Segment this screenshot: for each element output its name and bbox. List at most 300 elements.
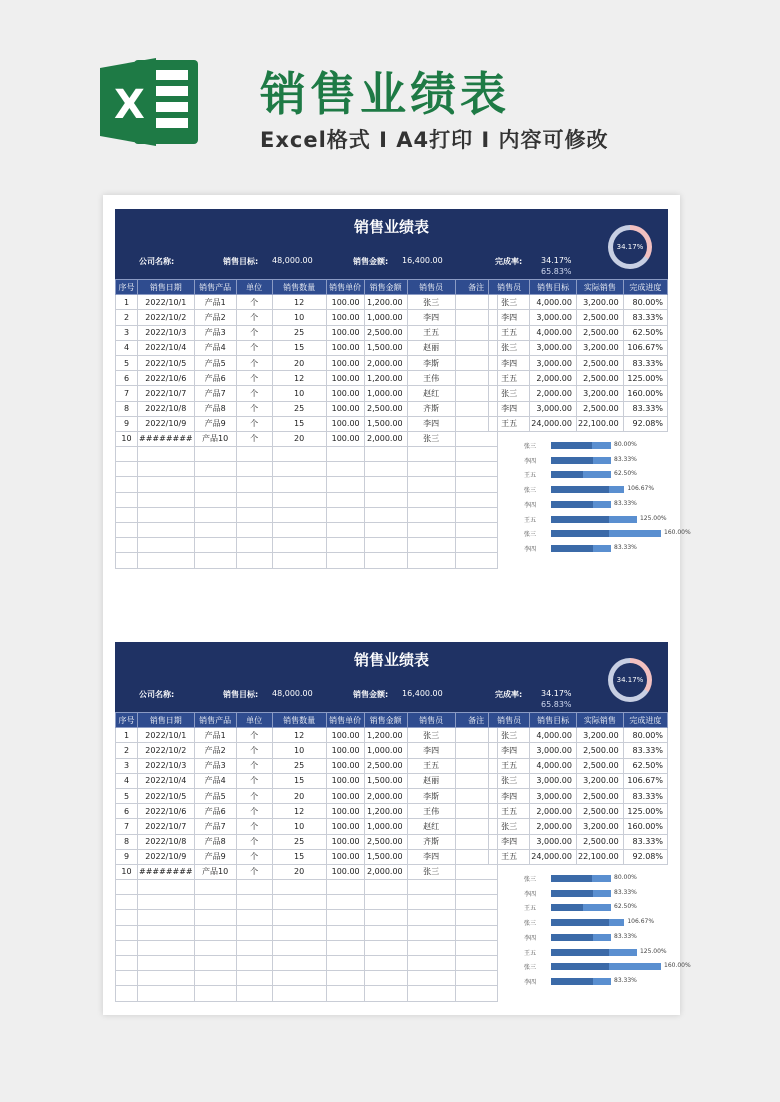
table-cell[interactable]: 4,000.00 xyxy=(530,728,577,743)
empty-cell[interactable] xyxy=(194,492,236,507)
table-cell[interactable]: 15 xyxy=(272,416,326,431)
table-cell[interactable]: 王五 xyxy=(489,325,530,340)
table-cell[interactable]: 王五 xyxy=(489,804,530,819)
empty-cell[interactable] xyxy=(364,523,407,538)
table-cell[interactable]: 3,200.00 xyxy=(576,386,623,401)
table-cell[interactable]: 2,000.00 xyxy=(364,788,407,803)
table-cell[interactable]: 李斯 xyxy=(407,788,455,803)
table-cell[interactable]: 100.00 xyxy=(326,849,364,864)
table-cell[interactable]: 2,000.00 xyxy=(530,371,577,386)
table-cell[interactable]: 产品1 xyxy=(194,728,236,743)
table-cell[interactable]: 王五 xyxy=(407,758,455,773)
table-cell[interactable]: 个 xyxy=(236,849,272,864)
table-cell[interactable]: 100.00 xyxy=(326,819,364,834)
table-cell[interactable]: 1 xyxy=(116,295,138,310)
empty-cell[interactable] xyxy=(326,956,364,971)
empty-cell[interactable] xyxy=(364,956,407,971)
table-cell[interactable]: 个 xyxy=(236,788,272,803)
empty-cell[interactable] xyxy=(236,447,272,462)
empty-cell[interactable] xyxy=(194,986,236,1001)
table-cell[interactable]: 25 xyxy=(272,401,326,416)
table-cell[interactable]: 125.00% xyxy=(623,371,667,386)
table-cell[interactable]: 1,500.00 xyxy=(364,340,407,355)
empty-cell[interactable] xyxy=(194,910,236,925)
empty-cell[interactable] xyxy=(138,523,195,538)
table-cell[interactable]: 2022/10/5 xyxy=(138,788,195,803)
table-cell[interactable]: 2,000.00 xyxy=(530,819,577,834)
table-cell[interactable]: 100.00 xyxy=(326,416,364,431)
table-cell[interactable]: 产品9 xyxy=(194,416,236,431)
table-cell[interactable]: 个 xyxy=(236,386,272,401)
empty-cell[interactable] xyxy=(236,523,272,538)
table-cell[interactable]: 张三 xyxy=(489,340,530,355)
table-cell[interactable]: 个 xyxy=(236,743,272,758)
table-cell[interactable]: 个 xyxy=(236,804,272,819)
table-cell[interactable]: 10 xyxy=(272,310,326,325)
table-cell[interactable]: 张三 xyxy=(407,295,455,310)
table-cell[interactable]: 2022/10/7 xyxy=(138,819,195,834)
table-cell[interactable]: 产品8 xyxy=(194,401,236,416)
table-cell[interactable]: 产品10 xyxy=(194,864,236,879)
empty-cell[interactable] xyxy=(138,971,195,986)
empty-cell[interactable] xyxy=(116,507,138,522)
empty-cell[interactable] xyxy=(272,940,326,955)
table-cell[interactable]: 个 xyxy=(236,864,272,879)
empty-cell[interactable] xyxy=(272,910,326,925)
table-cell[interactable]: 产品2 xyxy=(194,310,236,325)
table-cell[interactable]: 100.00 xyxy=(326,310,364,325)
table-cell[interactable]: 王五 xyxy=(407,325,455,340)
table-cell[interactable] xyxy=(455,864,497,879)
table-cell[interactable]: 4 xyxy=(116,340,138,355)
empty-cell[interactable] xyxy=(194,880,236,895)
empty-cell[interactable] xyxy=(236,553,272,568)
table-cell[interactable]: 1,500.00 xyxy=(364,849,407,864)
table-cell[interactable]: 10 xyxy=(116,431,138,446)
empty-cell[interactable] xyxy=(272,880,326,895)
table-cell[interactable]: 92.08% xyxy=(623,849,667,864)
table-cell[interactable]: 张三 xyxy=(407,431,455,446)
table-cell[interactable]: 25 xyxy=(272,758,326,773)
table-cell[interactable]: 王五 xyxy=(489,416,530,431)
empty-cell[interactable] xyxy=(326,477,364,492)
table-cell[interactable]: 22,100.00 xyxy=(576,849,623,864)
table-cell[interactable]: 8 xyxy=(116,834,138,849)
table-cell[interactable]: 张三 xyxy=(407,864,455,879)
table-cell[interactable]: 22,100.00 xyxy=(576,416,623,431)
empty-cell[interactable] xyxy=(455,910,497,925)
table-cell[interactable]: 个 xyxy=(236,728,272,743)
empty-cell[interactable] xyxy=(116,956,138,971)
empty-cell[interactable] xyxy=(364,492,407,507)
empty-cell[interactable] xyxy=(326,507,364,522)
table-cell[interactable]: 15 xyxy=(272,340,326,355)
table-cell[interactable]: 产品3 xyxy=(194,325,236,340)
empty-cell[interactable] xyxy=(407,553,455,568)
empty-cell[interactable] xyxy=(364,971,407,986)
table-cell[interactable]: 3,000.00 xyxy=(530,834,577,849)
empty-cell[interactable] xyxy=(138,447,195,462)
table-cell[interactable]: 100.00 xyxy=(326,355,364,370)
empty-cell[interactable] xyxy=(138,553,195,568)
table-cell[interactable]: 1,000.00 xyxy=(364,386,407,401)
table-cell[interactable]: 张三 xyxy=(489,386,530,401)
table-cell[interactable]: 2022/10/2 xyxy=(138,310,195,325)
empty-cell[interactable] xyxy=(236,940,272,955)
empty-cell[interactable] xyxy=(194,447,236,462)
table-cell[interactable]: 100.00 xyxy=(326,758,364,773)
table-cell[interactable]: 2022/10/1 xyxy=(138,295,195,310)
table-cell[interactable]: 2,500.00 xyxy=(576,355,623,370)
table-cell[interactable]: 3,200.00 xyxy=(576,340,623,355)
empty-cell[interactable] xyxy=(455,895,497,910)
empty-cell[interactable] xyxy=(407,538,455,553)
empty-cell[interactable] xyxy=(455,553,497,568)
table-cell[interactable]: 160.00% xyxy=(623,819,667,834)
empty-cell[interactable] xyxy=(364,910,407,925)
table-cell[interactable]: 1,500.00 xyxy=(364,773,407,788)
table-cell[interactable]: 李四 xyxy=(489,401,530,416)
table-cell[interactable]: 2022/10/5 xyxy=(138,355,195,370)
empty-cell[interactable] xyxy=(236,986,272,1001)
empty-cell[interactable] xyxy=(364,477,407,492)
empty-cell[interactable] xyxy=(138,910,195,925)
table-cell[interactable]: 1,000.00 xyxy=(364,743,407,758)
empty-cell[interactable] xyxy=(138,538,195,553)
empty-cell[interactable] xyxy=(272,538,326,553)
table-cell[interactable]: 赵红 xyxy=(407,386,455,401)
empty-cell[interactable] xyxy=(236,925,272,940)
table-cell[interactable]: 3,000.00 xyxy=(530,743,577,758)
table-cell[interactable]: 6 xyxy=(116,804,138,819)
table-cell[interactable]: 产品7 xyxy=(194,819,236,834)
table-cell[interactable]: 100.00 xyxy=(326,788,364,803)
empty-cell[interactable] xyxy=(407,523,455,538)
table-cell[interactable]: 个 xyxy=(236,431,272,446)
empty-cell[interactable] xyxy=(116,925,138,940)
empty-cell[interactable] xyxy=(407,462,455,477)
table-cell[interactable]: 产品3 xyxy=(194,758,236,773)
table-cell[interactable]: 83.33% xyxy=(623,834,667,849)
empty-cell[interactable] xyxy=(236,477,272,492)
table-cell[interactable]: 张三 xyxy=(489,728,530,743)
table-cell[interactable]: 83.33% xyxy=(623,310,667,325)
empty-cell[interactable] xyxy=(364,986,407,1001)
table-cell[interactable]: 个 xyxy=(236,325,272,340)
empty-cell[interactable] xyxy=(455,507,497,522)
table-cell[interactable]: 100.00 xyxy=(326,325,364,340)
table-cell[interactable]: 2022/10/9 xyxy=(138,416,195,431)
table-cell[interactable]: 3,000.00 xyxy=(530,355,577,370)
table-cell[interactable]: 100.00 xyxy=(326,834,364,849)
empty-cell[interactable] xyxy=(138,507,195,522)
empty-cell[interactable] xyxy=(326,880,364,895)
table-cell[interactable]: 100.00 xyxy=(326,295,364,310)
table-cell[interactable]: 1 xyxy=(116,728,138,743)
table-cell[interactable]: 产品5 xyxy=(194,355,236,370)
table-cell[interactable]: 1,000.00 xyxy=(364,819,407,834)
empty-cell[interactable] xyxy=(194,925,236,940)
table-cell[interactable]: 3 xyxy=(116,325,138,340)
table-cell[interactable]: 2,500.00 xyxy=(364,758,407,773)
table-cell[interactable]: 2022/10/4 xyxy=(138,773,195,788)
empty-cell[interactable] xyxy=(272,477,326,492)
table-cell[interactable]: 10 xyxy=(272,743,326,758)
table-cell[interactable]: 160.00% xyxy=(623,386,667,401)
empty-cell[interactable] xyxy=(138,895,195,910)
table-cell[interactable]: 2022/10/7 xyxy=(138,386,195,401)
empty-cell[interactable] xyxy=(407,925,455,940)
table-cell[interactable]: 100.00 xyxy=(326,386,364,401)
empty-cell[interactable] xyxy=(194,538,236,553)
table-cell[interactable]: 4 xyxy=(116,773,138,788)
empty-cell[interactable] xyxy=(364,447,407,462)
empty-cell[interactable] xyxy=(116,971,138,986)
table-cell[interactable]: 4,000.00 xyxy=(530,295,577,310)
table-cell[interactable]: 15 xyxy=(272,773,326,788)
empty-cell[interactable] xyxy=(455,523,497,538)
table-cell[interactable]: 产品7 xyxy=(194,386,236,401)
table-cell[interactable]: 3,000.00 xyxy=(530,310,577,325)
empty-cell[interactable] xyxy=(236,910,272,925)
empty-cell[interactable] xyxy=(236,492,272,507)
empty-cell[interactable] xyxy=(116,523,138,538)
table-cell[interactable]: 20 xyxy=(272,355,326,370)
empty-cell[interactable] xyxy=(326,940,364,955)
table-cell[interactable]: 张三 xyxy=(489,773,530,788)
table-cell[interactable]: 张三 xyxy=(489,295,530,310)
table-cell[interactable]: 100.00 xyxy=(326,401,364,416)
table-cell[interactable]: 2022/10/6 xyxy=(138,371,195,386)
table-cell[interactable]: 3,200.00 xyxy=(576,773,623,788)
empty-cell[interactable] xyxy=(194,956,236,971)
table-cell[interactable]: 李四 xyxy=(407,743,455,758)
empty-cell[interactable] xyxy=(407,477,455,492)
empty-cell[interactable] xyxy=(407,447,455,462)
table-cell[interactable]: 100.00 xyxy=(326,728,364,743)
empty-cell[interactable] xyxy=(407,880,455,895)
empty-cell[interactable] xyxy=(116,910,138,925)
empty-cell[interactable] xyxy=(116,553,138,568)
table-cell[interactable]: 个 xyxy=(236,295,272,310)
table-cell[interactable]: 产品9 xyxy=(194,849,236,864)
empty-cell[interactable] xyxy=(272,462,326,477)
table-cell[interactable]: 2,000.00 xyxy=(530,386,577,401)
table-cell[interactable]: 106.67% xyxy=(623,340,667,355)
empty-cell[interactable] xyxy=(326,538,364,553)
empty-cell[interactable] xyxy=(194,507,236,522)
table-cell[interactable]: 25 xyxy=(272,834,326,849)
table-cell[interactable]: 王五 xyxy=(489,371,530,386)
table-cell[interactable]: 2022/10/9 xyxy=(138,849,195,864)
table-cell[interactable]: 100.00 xyxy=(326,804,364,819)
table-cell[interactable]: 产品4 xyxy=(194,773,236,788)
empty-cell[interactable] xyxy=(194,462,236,477)
table-cell[interactable]: 李四 xyxy=(407,849,455,864)
table-cell[interactable]: 1,200.00 xyxy=(364,804,407,819)
table-cell[interactable]: 3,200.00 xyxy=(576,295,623,310)
empty-cell[interactable] xyxy=(326,895,364,910)
empty-cell[interactable] xyxy=(116,462,138,477)
table-cell[interactable]: 20 xyxy=(272,788,326,803)
empty-cell[interactable] xyxy=(236,880,272,895)
table-cell[interactable]: 2,500.00 xyxy=(364,325,407,340)
empty-cell[interactable] xyxy=(455,940,497,955)
table-cell[interactable]: 个 xyxy=(236,355,272,370)
table-cell[interactable]: 25 xyxy=(272,325,326,340)
table-cell[interactable]: 7 xyxy=(116,386,138,401)
empty-cell[interactable] xyxy=(364,925,407,940)
empty-cell[interactable] xyxy=(272,507,326,522)
table-cell[interactable]: 2,000.00 xyxy=(364,864,407,879)
table-cell[interactable]: 8 xyxy=(116,401,138,416)
empty-cell[interactable] xyxy=(455,462,497,477)
empty-cell[interactable] xyxy=(236,507,272,522)
empty-cell[interactable] xyxy=(194,940,236,955)
table-cell[interactable]: 2,000.00 xyxy=(530,804,577,819)
table-cell[interactable]: 张三 xyxy=(489,819,530,834)
table-cell[interactable]: 12 xyxy=(272,295,326,310)
empty-cell[interactable] xyxy=(116,538,138,553)
table-cell[interactable]: 王伟 xyxy=(407,804,455,819)
empty-cell[interactable] xyxy=(138,956,195,971)
empty-cell[interactable] xyxy=(326,553,364,568)
table-cell[interactable]: 2022/10/8 xyxy=(138,401,195,416)
empty-cell[interactable] xyxy=(236,462,272,477)
empty-cell[interactable] xyxy=(407,507,455,522)
table-cell[interactable]: 20 xyxy=(272,431,326,446)
empty-cell[interactable] xyxy=(272,492,326,507)
table-cell[interactable]: 2022/10/1 xyxy=(138,728,195,743)
table-cell[interactable]: 个 xyxy=(236,401,272,416)
table-cell[interactable]: 齐斯 xyxy=(407,834,455,849)
table-cell[interactable]: 62.50% xyxy=(623,325,667,340)
empty-cell[interactable] xyxy=(455,447,497,462)
table-cell[interactable]: 个 xyxy=(236,819,272,834)
table-cell[interactable]: 个 xyxy=(236,758,272,773)
table-cell[interactable]: 7 xyxy=(116,819,138,834)
empty-cell[interactable] xyxy=(272,553,326,568)
table-cell[interactable]: 个 xyxy=(236,371,272,386)
table-cell[interactable]: 9 xyxy=(116,849,138,864)
empty-cell[interactable] xyxy=(455,986,497,1001)
table-cell[interactable]: 李四 xyxy=(489,834,530,849)
empty-cell[interactable] xyxy=(364,507,407,522)
table-cell[interactable]: 83.33% xyxy=(623,743,667,758)
table-cell[interactable]: 12 xyxy=(272,728,326,743)
table-cell[interactable]: 李四 xyxy=(489,788,530,803)
table-cell[interactable]: 王五 xyxy=(489,849,530,864)
table-cell[interactable]: 10 xyxy=(272,819,326,834)
empty-cell[interactable] xyxy=(272,447,326,462)
empty-cell[interactable] xyxy=(364,553,407,568)
table-cell[interactable]: 李四 xyxy=(489,743,530,758)
table-cell[interactable]: 80.00% xyxy=(623,295,667,310)
table-cell[interactable]: 2,500.00 xyxy=(576,758,623,773)
empty-cell[interactable] xyxy=(326,492,364,507)
empty-cell[interactable] xyxy=(272,956,326,971)
empty-cell[interactable] xyxy=(407,940,455,955)
empty-cell[interactable] xyxy=(364,462,407,477)
table-cell[interactable] xyxy=(455,431,497,446)
table-cell[interactable]: 12 xyxy=(272,371,326,386)
table-cell[interactable]: 6 xyxy=(116,371,138,386)
table-cell[interactable]: 2,000.00 xyxy=(364,355,407,370)
empty-cell[interactable] xyxy=(272,971,326,986)
empty-cell[interactable] xyxy=(455,477,497,492)
table-cell[interactable]: 个 xyxy=(236,340,272,355)
empty-cell[interactable] xyxy=(236,956,272,971)
empty-cell[interactable] xyxy=(364,940,407,955)
table-cell[interactable]: 赵红 xyxy=(407,819,455,834)
table-cell[interactable]: 83.33% xyxy=(623,401,667,416)
empty-cell[interactable] xyxy=(326,910,364,925)
empty-cell[interactable] xyxy=(236,971,272,986)
table-cell[interactable]: 83.33% xyxy=(623,355,667,370)
table-cell[interactable]: 赵丽 xyxy=(407,773,455,788)
table-cell[interactable]: 张三 xyxy=(407,728,455,743)
table-cell[interactable]: 2022/10/6 xyxy=(138,804,195,819)
empty-cell[interactable] xyxy=(455,538,497,553)
table-cell[interactable]: 4,000.00 xyxy=(530,758,577,773)
table-cell[interactable]: 3,000.00 xyxy=(530,401,577,416)
table-cell[interactable]: 24,000.00 xyxy=(530,416,577,431)
table-cell[interactable]: 2,500.00 xyxy=(576,743,623,758)
empty-cell[interactable] xyxy=(326,462,364,477)
empty-cell[interactable] xyxy=(407,971,455,986)
table-cell[interactable]: 100.00 xyxy=(326,431,364,446)
table-cell[interactable]: 1,000.00 xyxy=(364,310,407,325)
empty-cell[interactable] xyxy=(407,895,455,910)
empty-cell[interactable] xyxy=(407,492,455,507)
empty-cell[interactable] xyxy=(236,895,272,910)
table-cell[interactable]: 产品5 xyxy=(194,788,236,803)
empty-cell[interactable] xyxy=(272,523,326,538)
empty-cell[interactable] xyxy=(364,895,407,910)
table-cell[interactable]: 10 xyxy=(116,864,138,879)
empty-cell[interactable] xyxy=(455,956,497,971)
table-cell[interactable]: 产品6 xyxy=(194,371,236,386)
empty-cell[interactable] xyxy=(194,971,236,986)
table-cell[interactable]: 3,000.00 xyxy=(530,340,577,355)
empty-cell[interactable] xyxy=(138,477,195,492)
table-cell[interactable]: 个 xyxy=(236,773,272,788)
empty-cell[interactable] xyxy=(272,895,326,910)
empty-cell[interactable] xyxy=(326,986,364,1001)
table-cell[interactable]: 李四 xyxy=(407,416,455,431)
table-cell[interactable]: 2,500.00 xyxy=(576,371,623,386)
table-cell[interactable]: 10 xyxy=(272,386,326,401)
empty-cell[interactable] xyxy=(138,462,195,477)
table-cell[interactable]: 产品8 xyxy=(194,834,236,849)
table-cell[interactable]: ######## xyxy=(138,431,195,446)
empty-cell[interactable] xyxy=(407,956,455,971)
empty-cell[interactable] xyxy=(407,986,455,1001)
table-cell[interactable]: 5 xyxy=(116,788,138,803)
table-cell[interactable]: 产品4 xyxy=(194,340,236,355)
table-cell[interactable]: 62.50% xyxy=(623,758,667,773)
table-cell[interactable]: 2,500.00 xyxy=(576,310,623,325)
table-cell[interactable]: 2 xyxy=(116,743,138,758)
empty-cell[interactable] xyxy=(326,447,364,462)
empty-cell[interactable] xyxy=(236,538,272,553)
table-cell[interactable]: 125.00% xyxy=(623,804,667,819)
table-cell[interactable]: 个 xyxy=(236,416,272,431)
table-cell[interactable]: 106.67% xyxy=(623,773,667,788)
empty-cell[interactable] xyxy=(194,477,236,492)
table-cell[interactable]: 2,500.00 xyxy=(576,401,623,416)
table-cell[interactable]: 2022/10/3 xyxy=(138,325,195,340)
